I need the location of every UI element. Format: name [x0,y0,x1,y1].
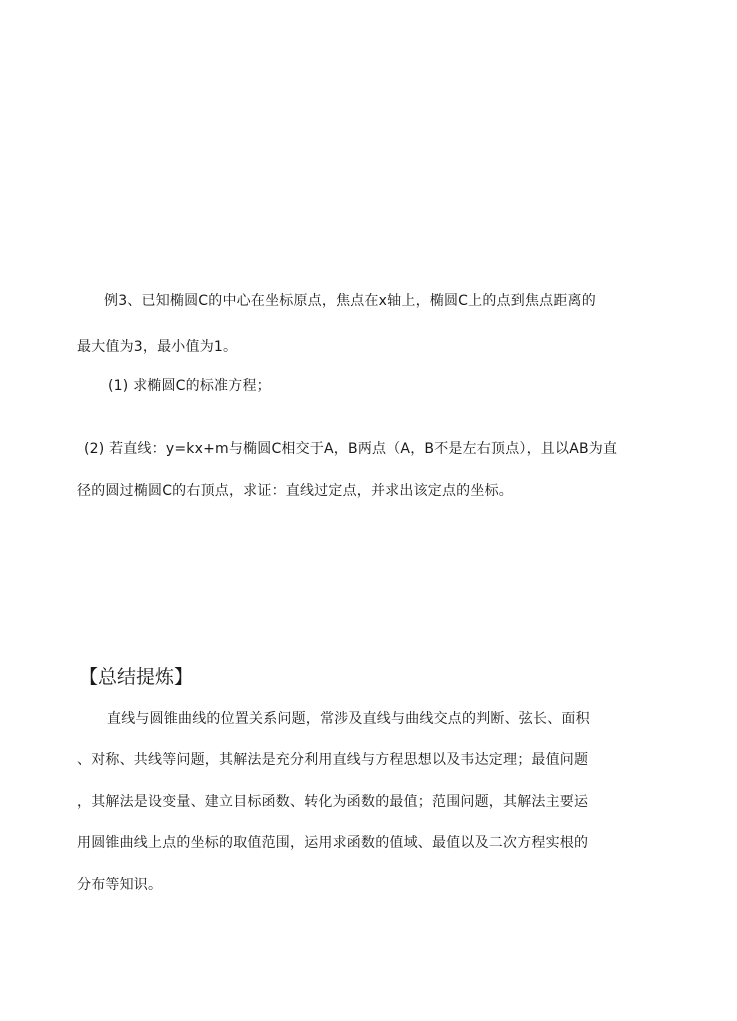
example-line-2: 最大值为3，最小值为1。 [77,339,238,355]
summary-line-5: 分布等知识。 [77,877,163,893]
summary-line-1: 直线与圆锥曲线的位置关系问题，常涉及直线与曲线交点的判断、弦长、面积 [107,711,590,727]
summary-line-4: 用圆锥曲线上点的坐标的取值范围，运用求函数的值域、最值以及二次方程实根的 [77,835,589,851]
summary-heading: 【总结提炼】 [79,666,194,688]
example-part-2-line-2: 径的圆过椭圆C的右顶点，求证：直线过定点，并求出该定点的坐标。 [77,483,513,499]
example-line-1: 例3、已知椭圆C的中心在坐标原点，焦点在x轴上，椭圆C上的点到焦点距离的 [104,293,596,309]
summary-line-2: 、对称、共线等问题，其解法是充分利用直线与方程思想以及韦达定理；最值问题 [77,752,589,768]
example-part-2-line-1: (2) 若直线：y=kx+m与椭圆C相交于A，B两点（A，B不是左右顶点），且以AB为直 [84,441,618,457]
summary-line-3: ，其解法是设变量、建立目标函数、转化为函数的最值；范围问题，其解法主要运 [77,794,589,810]
example-part-1: (1) 求椭圆C的标准方程； [108,378,271,394]
